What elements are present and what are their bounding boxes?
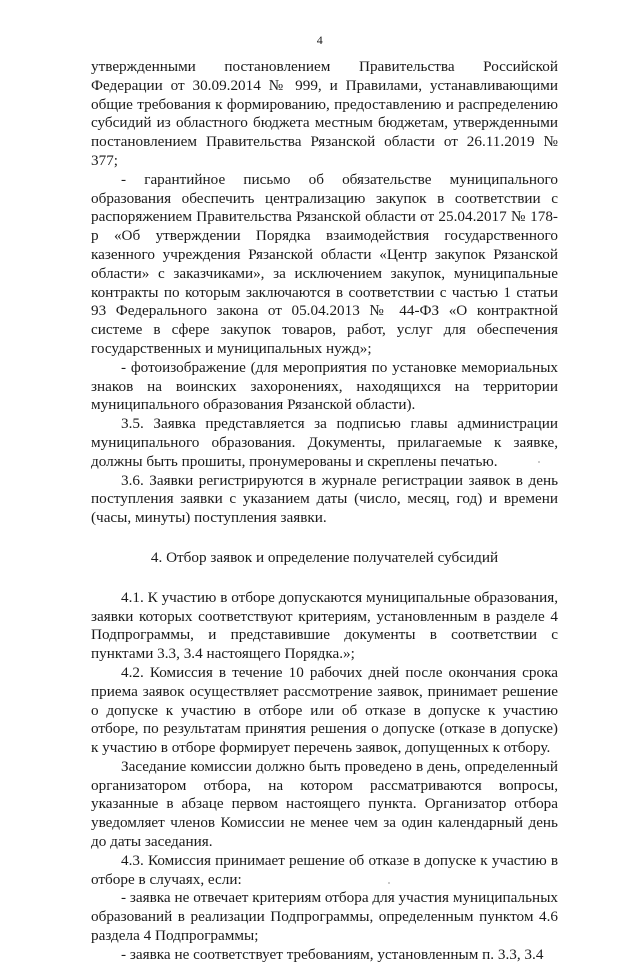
scan-speck xyxy=(388,882,390,884)
paragraph-requirements-mismatch: - заявка не соответствует требованиям, установленным п. 3.3, 3.4 xyxy=(121,945,544,963)
paragraph-3-6: 3.6. Заявки регистрируются в журнале регистрации заявок в день поступления заявки с указанием даты (число, месяц, год) и времени (часы, минуты) поступления заявки. xyxy=(91,471,558,527)
section-heading-4: 4. Отбор заявок и определение получателей субсидий xyxy=(150,548,499,566)
paragraph-criteria-mismatch: - заявка не отвечает критериям отбора для участия муниципальных образований в реализации Подпрограммы, определенным пунктом 4.6 раздела 4 Подпрограммы; xyxy=(91,889,558,945)
paragraph-4-3: 4.3. Комиссия принимает решение об отказе в допуске к участию в отборе в случаях, если: xyxy=(91,851,558,888)
scan-speck xyxy=(538,461,540,463)
paragraph-4-1: 4.1. К участию в отборе допускаются муниципальные образования, заявки которых соответствуют критериям, установленным в разделе 4 Подпрограммы, и представившие документы в соответствии с пунктами 3.3, 3.4 настоящего Порядка.»; xyxy=(91,588,558,663)
document-body xyxy=(91,58,558,965)
paragraph-commission-meeting: Заседание комиссии должно быть проведено в день, определенный организатором отбора, на котором рассматриваются вопросы, указанные в абзаце первом настоящего пункта. Организатор отбора уведомляет членов Комиссии не менее чем за один календарный день до даты заседания. xyxy=(91,757,558,851)
paragraph-3-5: 3.5. Заявка представляется за подписью главы администрации муниципального образования. Документы, прилагаемые к заявке, должны быть прошиты, пронумерованы и скреплены печатью. xyxy=(91,415,558,470)
paragraph-4-2: 4.2. Комиссия в течение 10 рабочих дней после окончания срока приема заявок осуществляет рассмотрение заявок, принимает решение о допуске к участию в отборе или об отказе в допуске к участию отборе, по результатам принятия решения о допуске (отказе в допуске) к участию в отборе формирует перечень заявок, допущенных к отбору. xyxy=(91,663,558,757)
paragraph-photo: - фотоизображение (для мероприятия по установке мемориальных знаков на воинских захоронениях, находящихся на территории муниципального образования Рязанской области). xyxy=(91,358,558,414)
paragraph-guarantee-letter: - гарантийное письмо об обязательстве муниципального образования обеспечить централизацию закупок в соответствии с распоряжением Правительства Рязанской области от 25.04.2017 № 178-р «Об утверждении Порядка взаимодействия государственного казенного учреждения Рязанской области «Центр закупок Рязанской области» с заказчиками», за исключением закупок, муниципальные контракты по которым заключаются в соответствии с частью 1 статьи 93 Федерального закона от 05.04.2013 № 44-ФЗ «О контрактной системе в сфере закупок товаров, работ, услуг для обеспечения государственных и муниципальных нужд»; xyxy=(91,170,558,357)
paragraph-continuation: утвержденными постановлением Правительства Российской Федерации от 30.09.2014 № 999, и Правилами, устанавливающими общие требования к формированию, предоставлению и распределению субсидий из областного бюджета местным бюджетам, утвержденными постановлением Правительства Рязанской области от 26.11.2019 № 377; xyxy=(91,58,558,169)
page-number: 4 xyxy=(316,33,324,47)
